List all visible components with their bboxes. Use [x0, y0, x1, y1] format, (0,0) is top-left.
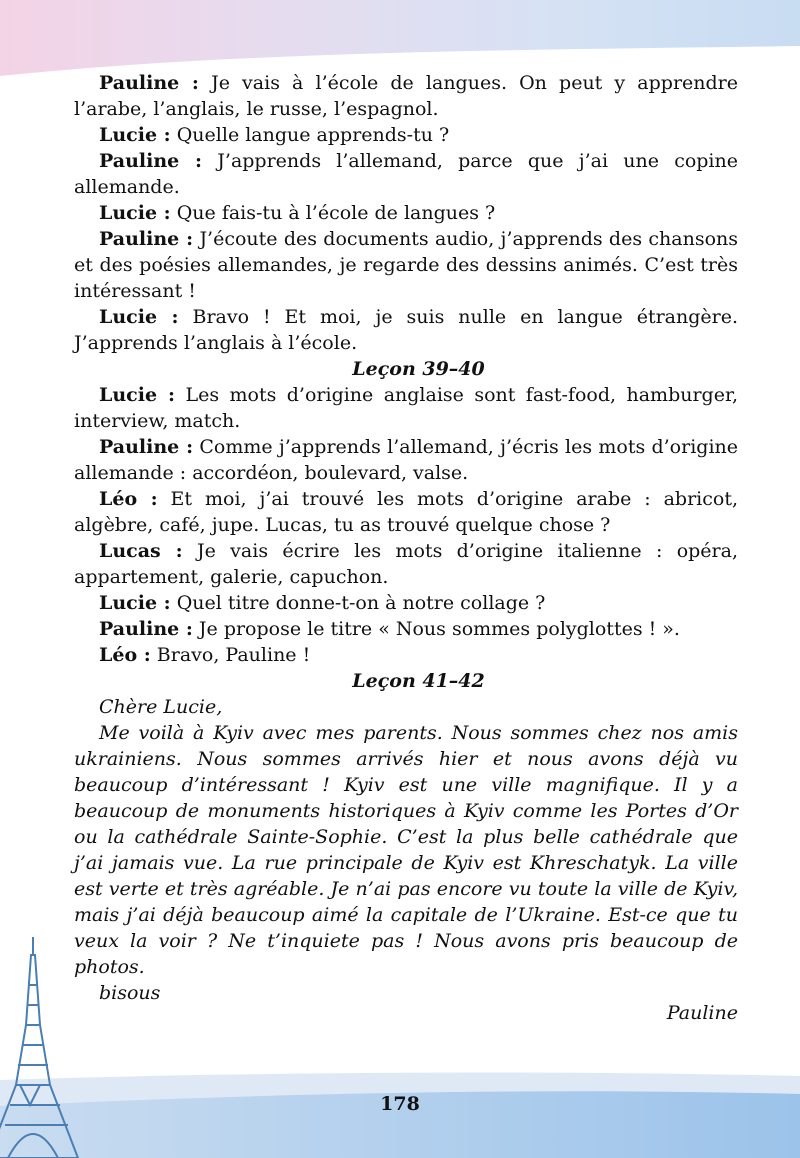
- dialogue-line: [74, 200, 738, 226]
- letter-signature: Pauline: [666, 1002, 738, 1024]
- dialogue-text: Que fais-tu à l’école de langues ?: [170, 202, 496, 224]
- dialogue-line: [74, 304, 738, 356]
- dialogue-line: [74, 226, 738, 304]
- dialogue-section-2: [74, 382, 738, 668]
- speaker-name: Pauline :: [99, 150, 203, 172]
- page-number: 178: [380, 1093, 420, 1115]
- dialogue-line: [74, 122, 738, 148]
- letter-closing: bisous: [99, 982, 161, 1004]
- dialogue-text: Bravo ! Et moi, je suis nulle en langue étrangère. J’apprends l’anglais à l’école.: [74, 306, 738, 354]
- speaker-name: Lucie :: [99, 384, 176, 406]
- dialogue-line: [74, 382, 738, 434]
- dialogue-line: [74, 616, 738, 642]
- dialogue-text: Les mots d’origine anglaise sont fast-food, hamburger, interview, match.: [74, 384, 738, 432]
- speaker-name: Lucie :: [99, 306, 179, 328]
- dialogue-text: Je vais écrire les mots d’origine italienne : opéra, appartement, galerie, capuchon.: [74, 540, 738, 588]
- speaker-name: Lucie :: [99, 124, 171, 146]
- speaker-name: Pauline :: [99, 72, 199, 94]
- page-text: [74, 70, 738, 1026]
- dialogue-text: J’écoute des documents audio, j’apprends des chansons et des poésies allemandes, je regarde des dessins animés. C’est très intéressant !: [74, 228, 738, 302]
- lesson-title-39-40: Leçon 39–40: [352, 358, 485, 380]
- dialogue-text: Comme j’apprends l’allemand, j’écris les mots d’origine allemande : accordéon, boulevard, valse.: [74, 436, 738, 484]
- dialogue-line: [74, 642, 738, 668]
- dialogue-line: [74, 590, 738, 616]
- dialogue-text: J’apprends l’allemand, parce que j’ai une copine allemande.: [74, 150, 738, 198]
- dialogue-text: Et moi, j’ai trouvé les mots d’origine arabe : abricot, algèbre, café, jupe. Lucas, tu as trouvé quelque chose ?: [74, 488, 739, 536]
- speaker-name: Lucie :: [99, 592, 171, 614]
- dialogue-text: Bravo, Pauline !: [150, 644, 311, 666]
- speaker-name: Pauline :: [99, 618, 193, 640]
- speaker-name: Pauline :: [99, 436, 194, 458]
- dialogue-section-1: [74, 70, 738, 356]
- dialogue-text: Quelle langue apprends-tu ?: [170, 124, 450, 146]
- speaker-name: Léo :: [99, 488, 158, 510]
- letter-greeting: Chère Lucie,: [99, 696, 223, 718]
- speaker-name: Pauline :: [99, 228, 194, 250]
- dialogue-line: [74, 148, 738, 200]
- dialogue-text: Je vais à l’école de langues. On peut y apprendre l’arabe, l’anglais, le russe, l’espagnol.: [74, 72, 738, 120]
- dialogue-line: [74, 70, 738, 122]
- dialogue-text: Je propose le titre « Nous sommes polyglottes ! ».: [192, 618, 680, 640]
- lesson-title-41-42: Leçon 41–42: [352, 670, 485, 692]
- speaker-name: Lucas :: [99, 540, 183, 562]
- dialogue-line: [74, 434, 738, 486]
- dialogue-line: [74, 486, 738, 538]
- letter-body: Me voilà à Kyiv avec mes parents. Nous sommes chez nos amis ukrainiens. Nous sommes arrivés hier et nous avons déjà vu beaucoup d’intéressant ! Kyiv est une ville magnifique. Il y a beaucoup de monuments historiques à Kyiv comme les Portes d’Or ou la cathédrale Sainte-Sophie. C’est la plus belle cathédrale que j’ai jamais vue. La rue principale de Kyiv est Khreschatyk. La ville est verte et très agréable. Je n’ai pas encore vu toute la ville de Kyiv, mais j’ai déjà beaucoup aimé la capitale de l’Ukraine. Est-ce que tu veux la voir ? Ne t’inquiete pas ! Nous avons pris beaucoup de photos.: [74, 722, 738, 978]
- dialogue-text: Quel titre donne-t-on à notre collage ?: [170, 592, 546, 614]
- speaker-name: Lucie :: [99, 202, 171, 224]
- letter: [74, 694, 738, 1026]
- speaker-name: Léo :: [99, 644, 151, 666]
- dialogue-line: [74, 538, 738, 590]
